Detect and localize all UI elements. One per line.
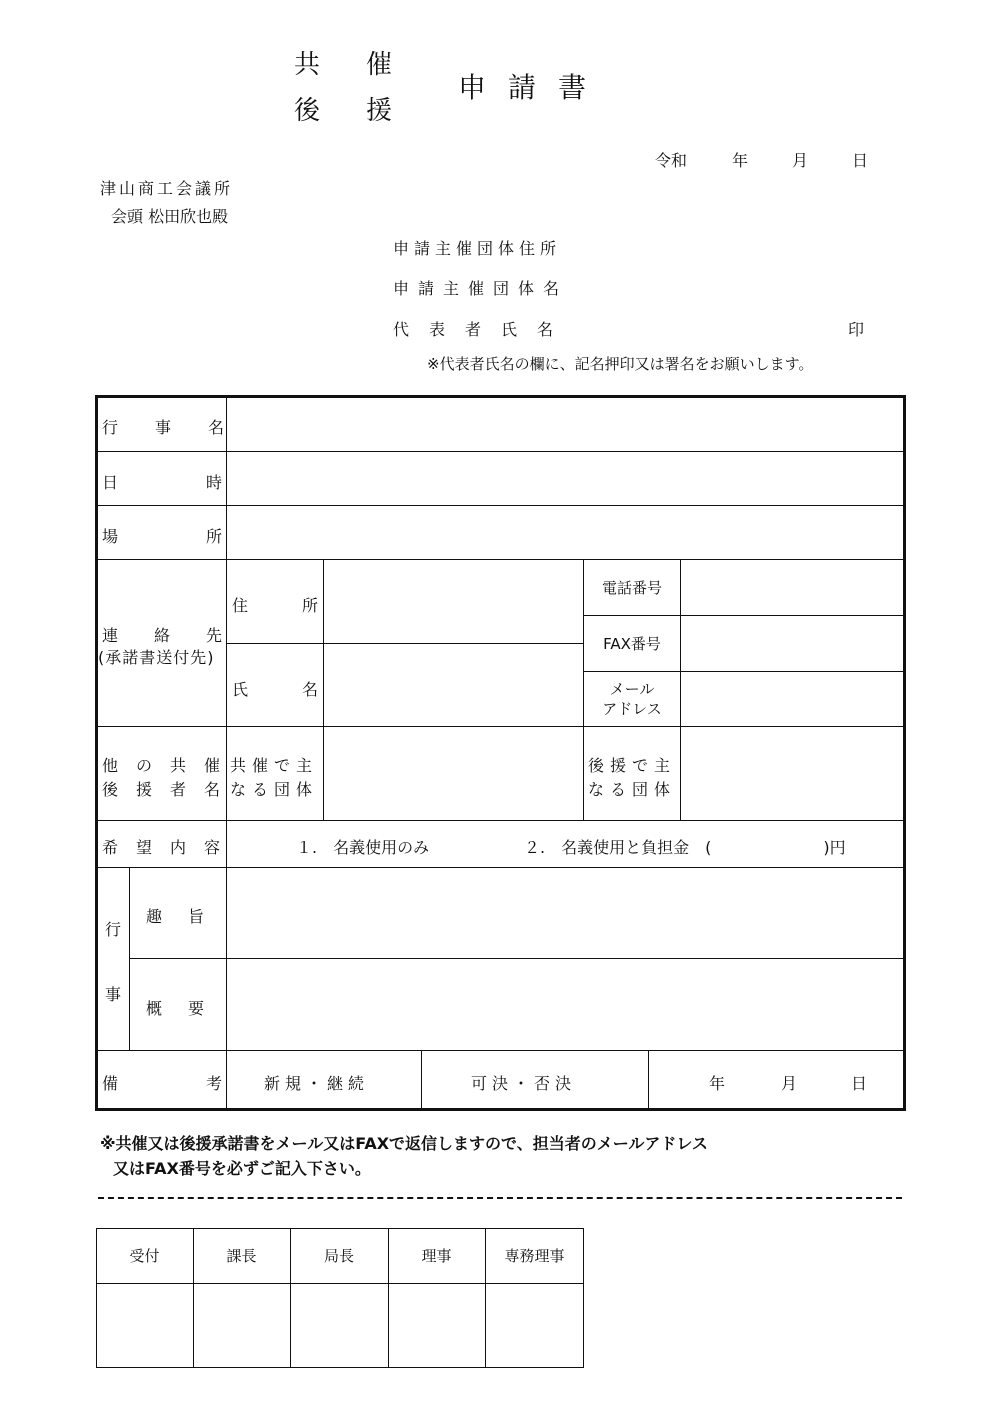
option-name-only[interactable]: １. 名義使用のみ [296,838,430,857]
contact-address-field[interactable] [325,561,581,642]
date-day: 日 [852,151,869,170]
koen-main-field[interactable] [682,728,902,819]
datetime-label-right: 時 [206,473,223,492]
wish-label: 希望内容 [102,838,239,857]
email-field[interactable] [682,673,902,725]
contact-sublabel: (承諾書送付先) [98,648,215,667]
kyosai-main-label-1: 共催で主 [230,756,319,775]
reply-note-line1: ※共催又は後援承諾書をメール又はFAXで返信しますので、担当者のメールアドレス [100,1134,708,1153]
reply-note-line2: 又はFAX番号を必ずご記入下さい。 [113,1159,371,1178]
phone-label: 電話番号 [601,578,662,597]
stamp-cell-uketsuke[interactable] [98,1286,192,1366]
remarks-label-left: 備 [102,1074,119,1093]
approve-or-reject[interactable]: 可決・否決 [471,1074,577,1093]
remarks-year: 年 [709,1074,726,1093]
representative-label: 代表者氏名 [393,320,574,339]
addressee-org: 津山商工会議所 [100,179,234,198]
date-year: 年 [732,151,749,170]
event-name-field[interactable] [228,398,902,450]
cut-line [98,1197,902,1199]
purpose-field[interactable] [228,869,902,957]
email-label-line1: メール [609,680,655,698]
koen-label: 後 援 [294,96,403,126]
contact-name-field[interactable] [325,645,581,725]
contact-label: 連絡先 [102,626,259,645]
gyoji-label-2: 事 [105,985,122,1004]
koen-main-label-1: 後援で主 [588,756,677,775]
datetime-label-left: 日 [102,473,119,492]
remarks-day: 日 [851,1074,868,1093]
new-or-continue[interactable]: 新規・継続 [264,1074,370,1093]
kyosai-label: 共 催 [294,50,403,80]
stamp-header-riji: 理事 [421,1247,452,1265]
stamp-cell-riji[interactable] [390,1286,484,1366]
stamp-header-uketsuke: 受付 [129,1247,160,1265]
date-month: 月 [792,151,809,170]
other-organizers-label-1: 他の共催 [102,756,239,775]
date-era: 令和 [655,151,688,170]
signature-note: ※代表者氏名の欄に、記名押印又は署名をお願いします。 [427,355,814,373]
document-title: 申請書 [458,71,609,104]
purpose-label: 趣旨 [146,907,231,926]
stamp-header-senmu-riji: 専務理事 [504,1247,565,1265]
place-label-right: 所 [206,527,223,546]
stamp-header-kacho: 課長 [226,1247,257,1265]
outline-label: 概要 [146,999,231,1018]
place-label-left: 場 [102,527,119,546]
koen-main-label-2: なる団体 [588,780,677,799]
fax-field[interactable] [682,617,902,670]
other-organizers-label-2: 後援者名 [102,780,239,799]
option-name-and-fee[interactable]: ２. 名義使用と負担金 ( )円 [524,838,846,857]
contact-address-label-text: 住所 [232,596,373,615]
remarks-month: 月 [781,1074,798,1093]
email-label-line2: アドレス [602,700,662,718]
seal-mark: 印 [848,320,865,339]
addressee-person: 会頭 松田欣也殿 [111,207,229,226]
gyoji-label-1: 行 [105,920,122,939]
email-label [585,673,679,725]
outline-field[interactable] [228,960,902,1049]
kyosai-main-label-2: なる団体 [230,780,319,799]
phone-field[interactable] [682,561,902,614]
applicant-name-label: 申請主催団体名 [393,279,569,298]
remarks-label-right: 考 [206,1074,223,1093]
stamp-cell-kyokucho[interactable] [292,1286,387,1366]
place-field[interactable] [228,507,902,558]
applicant-address-label: 申請主催団体住所 [393,239,562,258]
event-name-label-text: 行事名 [102,418,262,437]
stamp-header-kyokucho: 局長 [323,1247,354,1265]
fax-label: FAX番号 [603,634,661,653]
datetime-field[interactable] [228,453,902,504]
stamp-cell-kacho[interactable] [195,1286,289,1366]
kyosai-main-field[interactable] [325,728,581,819]
event-name-label [102,415,262,438]
contact-name-label-text: 氏名 [232,680,373,699]
stamp-cell-senmu-riji[interactable] [487,1286,582,1366]
